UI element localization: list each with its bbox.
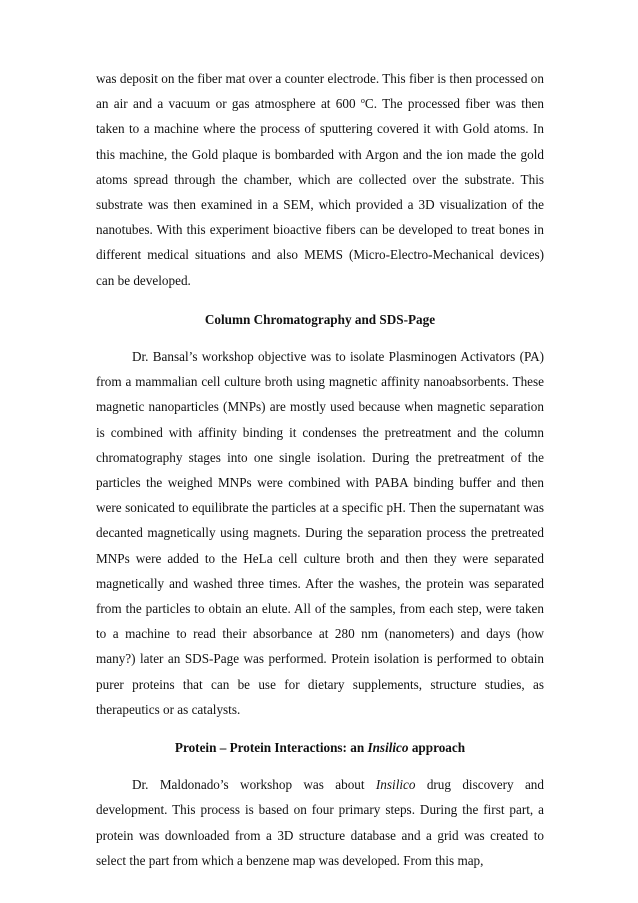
paragraph-text: was deposit on the fiber mat over a counter electrode. This fiber is then processed on an air and a vacuum or gas atmosphere at 600: [96, 71, 544, 112]
section-heading-protein-interactions: [96, 735, 544, 760]
degree-superscript: o: [360, 96, 365, 106]
heading-text: approach: [408, 740, 466, 756]
paragraph-text: drug discovery and development. This process is based on four primary steps. During the first part, a protein was downloaded from a 3D structure database and a grid was created to select the part from which a benzene map was developed. From this map,: [96, 777, 544, 868]
paragraph-chromatography: Dr. Bansal’s workshop objective was to isolate Plasminogen Activators (PA) from a mammalian cell culture broth using magnetic affinity nanoabsorbents. These magnetic nanoparticles (MNPs) are mostly used because when magnetic separation is combined with affinity binding it condenses the pretreatment and the column chromatography stages into one single isolation. During the pretreatment of the particles the weighed MNPs were combined with PABA binding buffer and then were sonicated to equilibrate the particles at a specific pH. Then the supernatant was decanted magnetically using magnets. During the separation process the pretreated MNPs were added to the HeLa cell culture broth and then they were separated magnetically and washed three times. After the washes, the protein was separated from the particles to obtain an elute. All of the samples, from each step, were taken to a machine to read their absorbance at 280 nm (nanometers) and days (how many?) later an SDS-Page was performed. Protein isolation is performed to obtain purer proteins that can be use for dietary supplements, structure studies, as therapeutics or as catalysts.: [96, 349, 544, 717]
heading-italic-text: Insilico: [367, 740, 409, 756]
section-heading-chromatography: Column Chromatography and SDS-Page: [204, 311, 436, 327]
paragraph-electrospinning: [96, 66, 544, 293]
heading-text: Protein – Protein Interactions: an: [174, 740, 368, 756]
paragraph-italic-text: Insilico: [375, 777, 416, 793]
paragraph-insilico: [96, 772, 544, 873]
paragraph-text: Dr. Maldonado’s workshop was about: [132, 777, 376, 793]
paragraph-text: C. The processed fiber was then taken to a machine where the process of sputtering covered it with Gold atoms. In this machine, the Gold plaque is bombarded with Argon and the ion made the gold atoms spread through the chamber, which are collected over the substrate. This substrate was then examined in a SEM, which provided a 3D visualization of the nanotubes. With this experiment bioactive fibers can be developed to treat bones in different medical situations and also MEMS (Micro-Electro-Mechanical devices) can be developed.: [96, 96, 544, 288]
